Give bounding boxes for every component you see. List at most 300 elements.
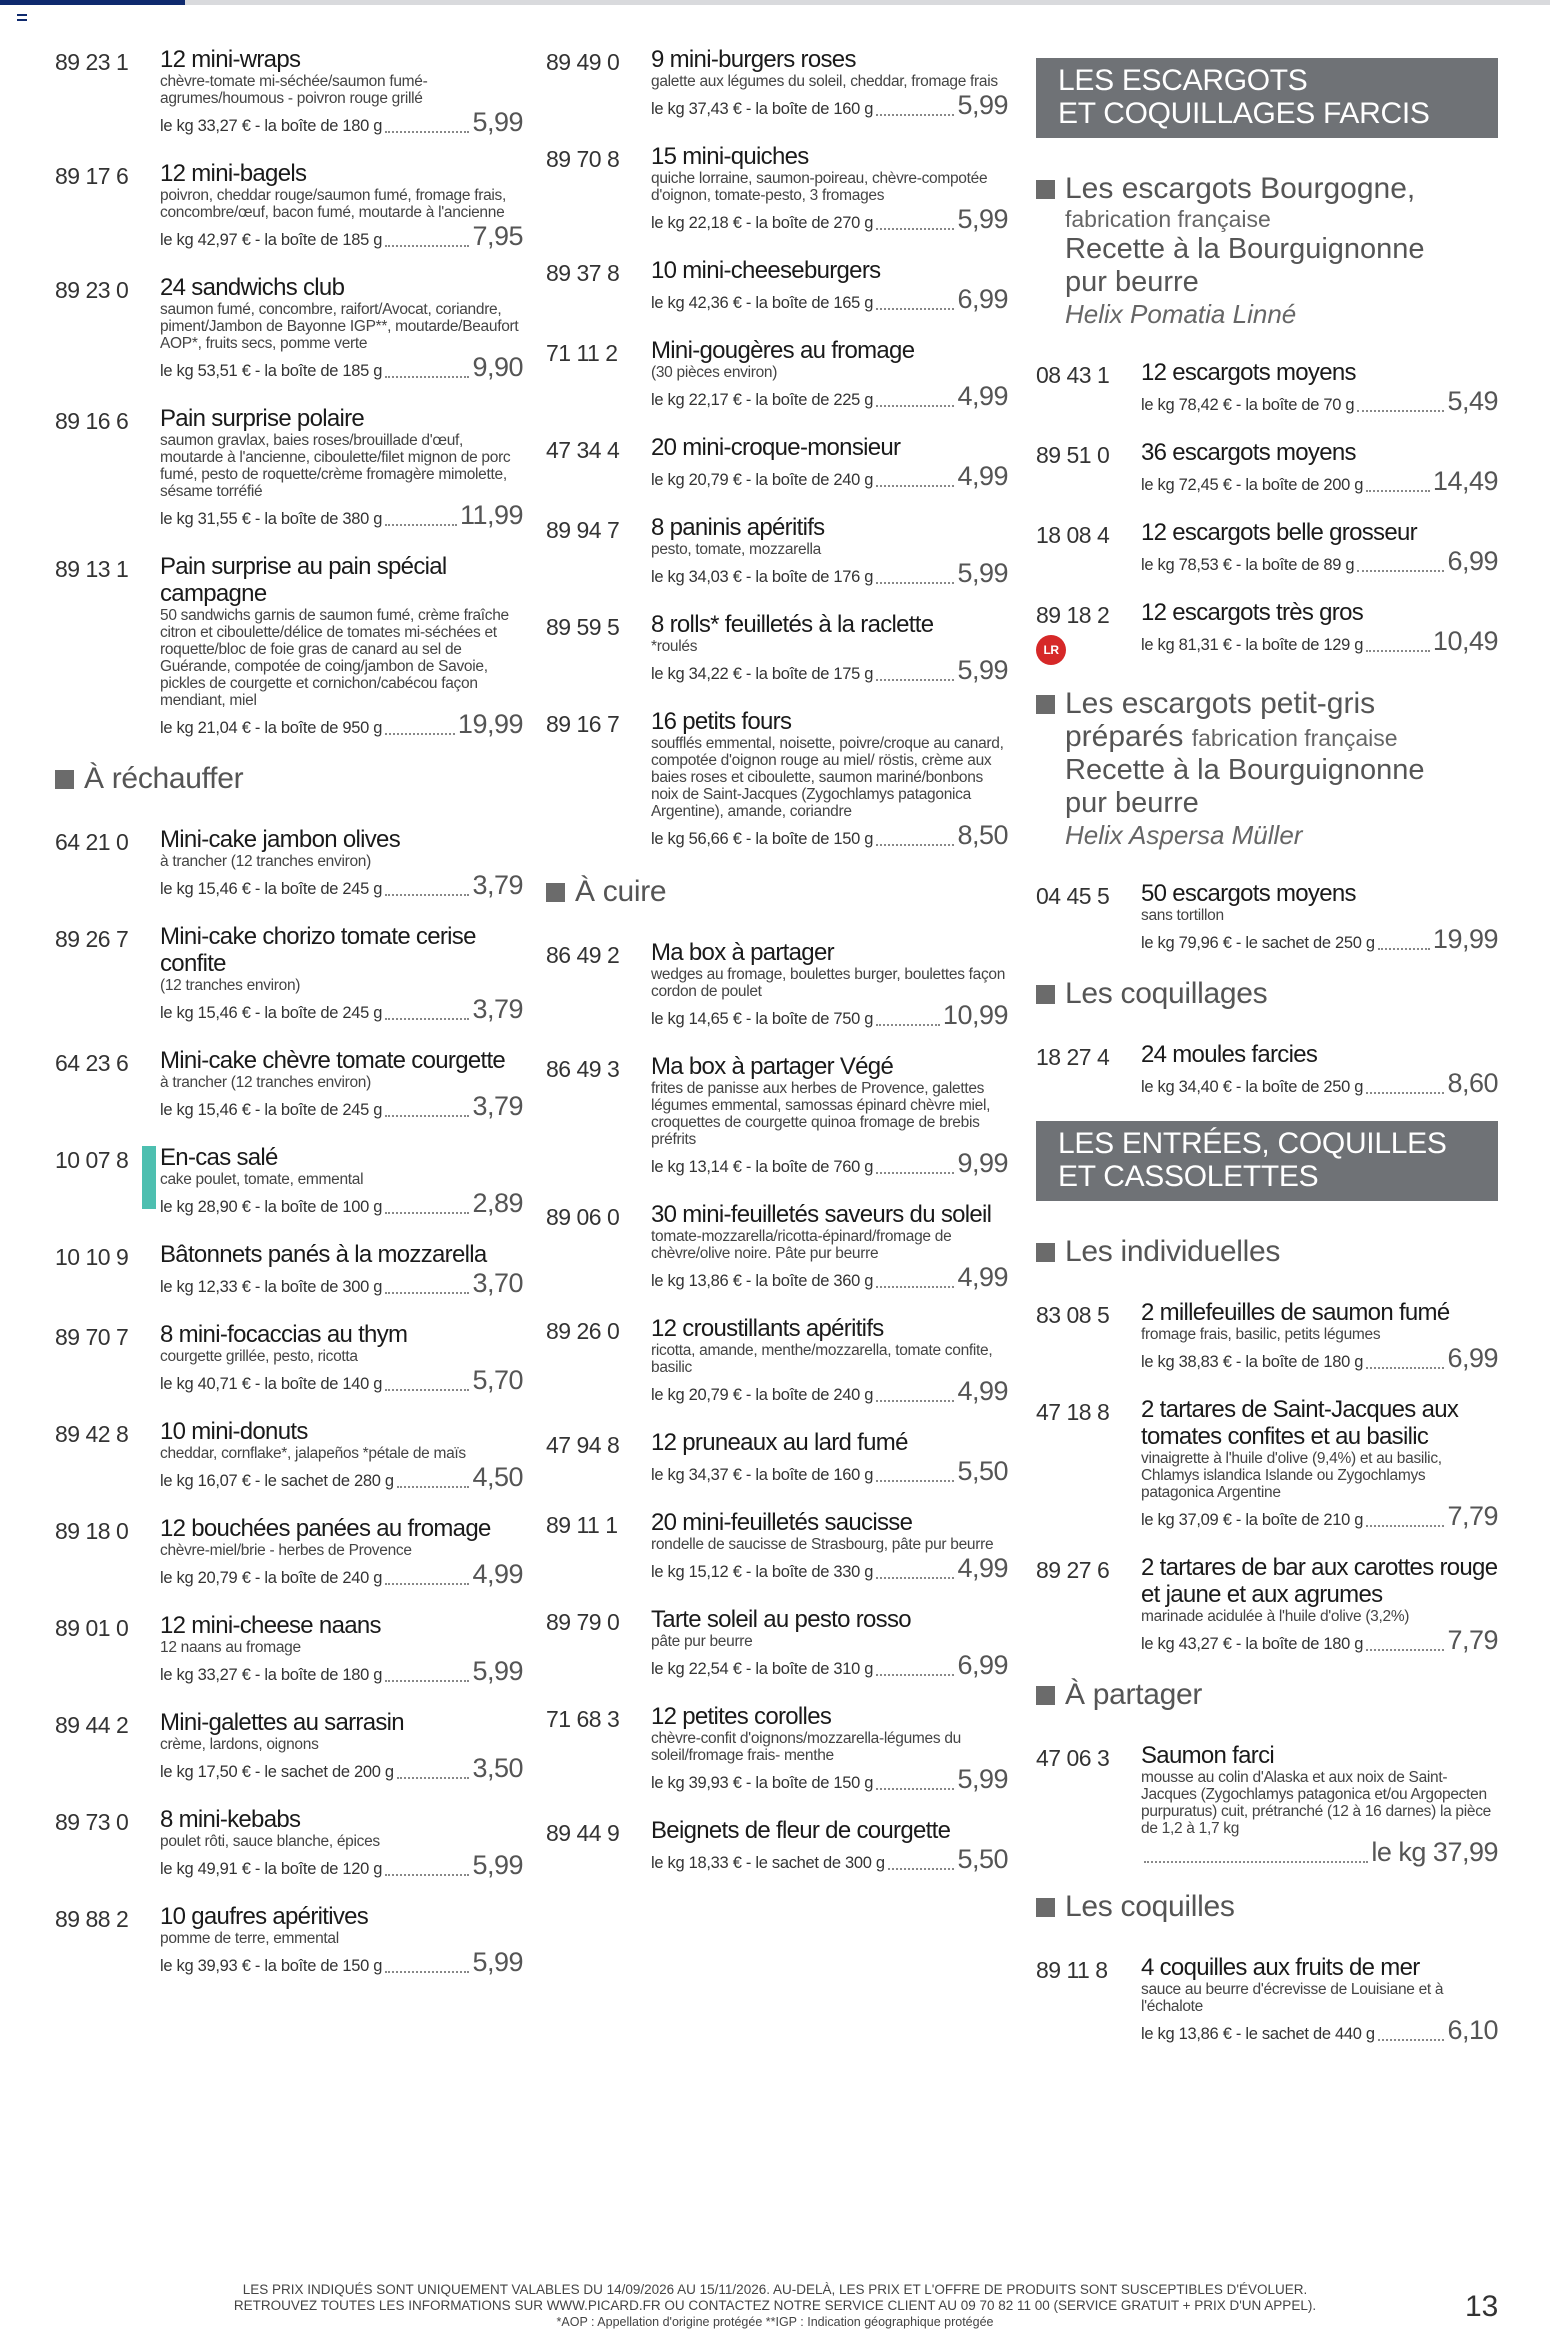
section-square-icon	[1036, 1898, 1055, 1917]
product-item	[546, 434, 1008, 492]
dot-leader	[1378, 2038, 1445, 2041]
product-body	[160, 1418, 523, 1493]
product-price: 3,50	[472, 1753, 523, 1783]
product-unit-price: le kg 16,07 € - le sachet de 280 g	[160, 1472, 394, 1490]
page-number: 13	[1465, 2290, 1499, 2323]
product-item	[55, 1806, 523, 1881]
dot-leader	[385, 1873, 469, 1876]
product-price: 19,99	[457, 709, 523, 739]
product-body	[1141, 1554, 1498, 1656]
product-description: poivron, cheddar rouge/saumon fumé, fromage frais, concombre/œuf, bacon fumé, moutarde à l'ancienne	[160, 187, 506, 221]
product-body	[160, 553, 523, 740]
product-item	[546, 1509, 1008, 1584]
product-price-line	[651, 1844, 1008, 1875]
product-item	[546, 611, 1008, 686]
product-body	[160, 1709, 523, 1784]
product-name: 12 escargots moyens	[1141, 359, 1356, 386]
product-price-line	[1141, 1068, 1498, 1099]
section-square-icon	[1036, 1243, 1055, 1262]
product-description: soufflés emmental, noisette, poivre/croque au canard, compotée d'oignon rouge au miel/ röstis, crème aux baies roses et ciboulette, saumon mariné/bonbons noix de Saint-Jacques (Zygochlamys patagonica Argentine), amande, coriandre	[651, 735, 1004, 820]
product-code: 89 17 6	[55, 163, 129, 189]
product-description: mousse au colin d'Alaska et aux noix de Saint-Jacques (Zygochlamys patagonica et/ou Argopecten purpuratus) cuit, prétranché (12 à 16 darnes) la pièce de 1,2 à 1,7 kg	[1141, 1769, 1491, 1837]
banner-line: LES ENTRÉES, COQUILLES	[1058, 1127, 1447, 1160]
product-name: Saumon farci	[1141, 1742, 1274, 1769]
product-unit-price: le kg 39,93 € - la boîte de 150 g	[160, 1957, 383, 1975]
product-list-coquilles	[1036, 1954, 1498, 2046]
product-name: En-cas salé	[160, 1144, 278, 1171]
product-price: 3,79	[472, 870, 523, 900]
product-code: 89 26 7	[55, 926, 129, 952]
product-price: 9,90	[472, 352, 523, 382]
product-code: 89 23 0	[55, 277, 129, 303]
product-price: 4,99	[957, 1553, 1008, 1583]
product-body	[1141, 1742, 1498, 1868]
subsection-origin: fabrication française	[1191, 725, 1398, 751]
product-name: Mini-cake jambon olives	[160, 826, 401, 853]
section-square-icon	[546, 883, 565, 902]
product-name: 8 paninis apéritifs	[651, 514, 825, 541]
product-description: wedges au fromage, boulettes burger, boulettes façon cordon de poulet	[651, 966, 1006, 1000]
product-name: Mini-galettes au sarrasin	[160, 1709, 404, 1736]
section-title: À partager	[1065, 1678, 1203, 1711]
product-unit-price: le kg 72,45 € - la boîte de 200 g	[1141, 476, 1364, 494]
product-price: 8,60	[1447, 1068, 1498, 1098]
product-price: 6,10	[1447, 2015, 1498, 2045]
product-item	[1036, 1396, 1498, 1532]
top-bar-accent	[0, 0, 185, 5]
dot-leader	[1357, 409, 1444, 412]
product-name: 12 escargots très gros	[1141, 599, 1364, 626]
section-coquillages	[1036, 977, 1498, 1011]
product-code: 89 11 8	[1036, 1957, 1108, 1983]
product-description: ricotta, amande, menthe/mozzarella, tomate confite, basilic	[651, 1342, 993, 1376]
product-body	[651, 939, 1008, 1031]
product-name: 12 croustillants apéritifs	[651, 1315, 884, 1342]
product-unit-price: le kg 42,36 € - la boîte de 165 g	[651, 294, 874, 312]
product-price: 6,99	[957, 284, 1008, 314]
product-item	[55, 1903, 523, 1978]
product-price: 5,70	[472, 1365, 523, 1395]
section-a-partager	[1036, 1678, 1498, 1712]
product-item	[55, 274, 523, 383]
product-unit-price: le kg 39,93 € - la boîte de 150 g	[651, 1774, 874, 1792]
product-unit-price: le kg 33,27 € - la boîte de 180 g	[160, 117, 383, 135]
dot-leader	[876, 1285, 954, 1288]
product-price: 4,99	[957, 1262, 1008, 1292]
product-description: *roulés	[651, 638, 698, 655]
product-code: 89 79 0	[546, 1609, 620, 1635]
product-price: 9,99	[957, 1148, 1008, 1178]
product-price-line	[1141, 546, 1498, 577]
product-item	[546, 257, 1008, 315]
product-code: 89 18 2	[1036, 602, 1110, 628]
product-unit-price: le kg 22,17 € - la boîte de 225 g	[651, 391, 874, 409]
product-code: 89 18 0	[55, 1518, 129, 1544]
product-description: saumon gravlax, baies roses/brouillade d'œuf, moutarde à l'ancienne, ciboulette/filet mignon de porc fumé, pesto de roquette/crème fromagère mimolette, sésame torréfié	[160, 432, 511, 500]
product-code: 89 16 6	[55, 408, 129, 434]
subsection-escargots-bourgogne	[1036, 172, 1498, 329]
product-price-line	[160, 1850, 523, 1881]
product-code: 89 01 0	[55, 1615, 129, 1641]
product-price-line	[160, 221, 523, 252]
product-description: chèvre-tomate mi-séchée/saumon fumé-agrumes/houmous - poivron rouge grillé	[160, 73, 428, 107]
product-code: 18 27 4	[1036, 1044, 1110, 1070]
product-unit-price: le kg 28,90 € - la boîte de 100 g	[160, 1198, 383, 1216]
product-price-line	[160, 1188, 523, 1219]
product-price-line	[651, 1262, 1008, 1293]
product-name: 12 petites corolles	[651, 1703, 832, 1730]
product-code: 89 44 2	[55, 1712, 129, 1738]
product-body	[160, 160, 523, 252]
dot-leader	[876, 484, 954, 487]
product-item	[55, 1709, 523, 1784]
product-price-line	[1141, 2015, 1498, 2046]
column-1	[55, 46, 523, 2000]
product-unit-price: le kg 53,51 € - la boîte de 185 g	[160, 362, 383, 380]
product-name: 8 rolls* feuilletés à la raclette	[651, 611, 934, 638]
dot-leader	[876, 1576, 954, 1579]
product-item	[546, 1201, 1008, 1293]
dot-leader	[385, 375, 469, 378]
product-item	[546, 939, 1008, 1031]
product-unit-price: le kg 56,66 € - la boîte de 150 g	[651, 830, 874, 848]
product-price: 5,99	[472, 1656, 523, 1686]
product-code-wrap	[1036, 599, 1141, 665]
dot-leader	[876, 843, 954, 846]
product-price-line	[1141, 1343, 1498, 1374]
product-list-partager	[1036, 1742, 1498, 1868]
product-name: 20 mini-croque-monsieur	[651, 434, 901, 461]
product-price-line	[1141, 1625, 1498, 1656]
dot-leader	[876, 113, 954, 116]
product-price: 6,99	[1447, 1343, 1498, 1373]
product-code: 64 21 0	[55, 829, 129, 855]
section-square-icon	[1036, 1686, 1055, 1705]
product-description: à trancher (12 tranches environ)	[160, 853, 371, 870]
subsection-recipe: pur beurre	[1065, 266, 1199, 298]
product-list-1	[55, 46, 523, 740]
product-code: 47 06 3	[1036, 1745, 1110, 1771]
product-price: 3,79	[472, 994, 523, 1024]
menu-icon[interactable]	[17, 14, 27, 21]
footer-line: RETROUVEZ TOUTES LES INFORMATIONS SUR WWW.PICARD.FR OU CONTACTEZ NOTRE SERVICE CLIENT AU 09 70 82 11 00 (SERVICE GRATUIT + PRIX D'UN APPEL).	[233, 2298, 1317, 2313]
product-body	[160, 274, 523, 383]
product-price-line	[1141, 1501, 1498, 1532]
product-unit-price: le kg 21,04 € - la boîte de 950 g	[160, 719, 383, 737]
product-item	[55, 553, 523, 740]
section-coquilles	[1036, 1890, 1498, 1924]
section-a-cuire	[546, 875, 1008, 909]
product-item	[1036, 519, 1498, 577]
product-price: 7,95	[472, 221, 523, 251]
product-unit-price: le kg 37,43 € - la boîte de 160 g	[651, 100, 874, 118]
product-item	[546, 46, 1008, 121]
product-item	[55, 1321, 523, 1396]
product-price-line	[651, 90, 1008, 121]
section-square-icon	[1036, 695, 1055, 714]
subsection-escargots-petit-gris	[1036, 687, 1498, 850]
product-name: Pain surprise polaire	[160, 405, 365, 432]
product-unit-price: le kg 17,50 € - le sachet de 200 g	[160, 1763, 394, 1781]
product-price: 3,79	[472, 1091, 523, 1121]
product-description: saumon fumé, concombre, raifort/Avocat, coriandre, piment/Jambon de Bayonne IGP**, moutarde/Beaufort AOP*, fruits secs, pomme verte	[160, 301, 519, 352]
dot-leader	[397, 1485, 470, 1488]
product-price: 5,99	[472, 107, 523, 137]
dot-leader	[876, 227, 954, 230]
product-price: 3,70	[472, 1268, 523, 1298]
product-code: 89 23 1	[55, 49, 129, 75]
product-price: 5,99	[957, 90, 1008, 120]
dot-leader	[1378, 947, 1430, 950]
product-description: vinaigrette à l'huile d'olive (9,4%) et au basilic, Chlamys islandica Islande ou Zygochlamys patagonica Argentine	[1141, 1450, 1442, 1501]
section-individuelles	[1036, 1235, 1498, 1269]
product-name: Ma box à partager Végé	[651, 1053, 894, 1080]
product-body	[651, 337, 1008, 412]
subsection-title: Les escargots Bourgogne,	[1065, 172, 1416, 205]
product-price-line	[651, 1764, 1008, 1795]
product-item	[546, 1315, 1008, 1407]
section-a-rechauffer	[55, 762, 523, 796]
product-price: 6,99	[1447, 546, 1498, 576]
product-item	[546, 1606, 1008, 1681]
product-price-line	[651, 1456, 1008, 1487]
product-price-line	[160, 870, 523, 901]
footer-legend: *AOP : Appellation d'origine protégée **IGP : Indication géographique protégée	[556, 2315, 994, 2329]
product-description: rondelle de saucisse de Strasbourg, pâte pur beurre	[651, 1536, 994, 1553]
product-description: (12 tranches environ)	[160, 977, 301, 994]
product-body	[1141, 519, 1498, 577]
product-body	[651, 1703, 1008, 1795]
section-title: À réchauffer	[84, 762, 244, 795]
product-price: 8,50	[957, 820, 1008, 850]
product-name: 16 petits fours	[651, 708, 792, 735]
product-price: 11,99	[459, 500, 523, 530]
dot-leader	[385, 1679, 469, 1682]
product-unit-price: le kg 15,46 € - la boîte de 245 g	[160, 1101, 383, 1119]
product-item	[55, 1418, 523, 1493]
product-price: 5,99	[957, 1764, 1008, 1794]
product-name: 10 gaufres apéritives	[160, 1903, 369, 1930]
product-body	[160, 1903, 523, 1978]
product-price: 5,99	[957, 655, 1008, 685]
product-price: 5,50	[957, 1844, 1008, 1874]
dot-leader	[385, 1291, 469, 1294]
product-item	[1036, 1954, 1498, 2046]
product-price: 6,99	[957, 1650, 1008, 1680]
product-body	[160, 1047, 523, 1122]
highlight-bar	[142, 1146, 156, 1209]
product-code: 18 08 4	[1036, 522, 1110, 548]
section-title: Les coquilles	[1065, 1890, 1235, 1923]
product-price-line	[651, 1000, 1008, 1031]
product-code: 89 13 1	[55, 556, 129, 582]
product-unit-price: le kg 40,71 € - la boîte de 140 g	[160, 1375, 383, 1393]
product-code: 89 73 0	[55, 1809, 129, 1835]
dot-leader	[888, 1867, 955, 1870]
product-price-line	[160, 709, 523, 740]
product-item	[55, 1047, 523, 1122]
product-price: 5,99	[957, 558, 1008, 588]
product-code: 89 44 9	[546, 1820, 620, 1846]
top-bar	[0, 0, 1550, 5]
product-price: 5,50	[957, 1456, 1008, 1486]
product-body	[651, 1606, 1008, 1681]
product-description: pesto, tomate, mozzarella	[651, 541, 821, 558]
product-description: frites de panisse aux herbes de Provence, galettes légumes emmental, samossas épinard chèvre miel, croquettes de courgette quinoa fromage de brebis préfrits	[651, 1080, 991, 1148]
product-unit-price: le kg 31,55 € - la boîte de 380 g	[160, 510, 383, 528]
product-unit-price: le kg 43,27 € - la boîte de 180 g	[1141, 1635, 1364, 1653]
product-body	[651, 46, 1008, 121]
product-description: chèvre-confit d'oignons/mozzarella-légumes du soleil/fromage frais- menthe	[651, 1730, 961, 1764]
dot-leader	[876, 404, 954, 407]
product-description: cheddar, cornflake*, jalapeños *pétale de maïs	[160, 1445, 466, 1462]
product-description: 50 sandwichs garnis de saumon fumé, crème fraîche citron et ciboulette/délice de tomates mi-séchées et roquette/bloc de foie gras de canard au sel de Guérande, compotée de coing/jambon de Savoie, pickles de courgette et cornichon/cabécou façon mendiant, miel	[160, 607, 509, 709]
dot-leader	[1366, 649, 1430, 652]
product-code: 64 23 6	[55, 1050, 129, 1076]
column-2	[546, 46, 1008, 1897]
product-body	[160, 46, 523, 138]
product-item	[1036, 1299, 1498, 1374]
product-item	[546, 1817, 1008, 1875]
product-unit-price: le kg 13,14 € - la boîte de 760 g	[651, 1158, 874, 1176]
product-unit-price: le kg 78,42 € - la boîte de 70 g	[1141, 396, 1355, 414]
dot-leader	[385, 1388, 469, 1391]
product-code: 89 59 5	[546, 614, 620, 640]
product-description: marinade acidulée à l'huile d'olive (3,2%)	[1141, 1608, 1410, 1625]
product-price-line	[1141, 466, 1498, 497]
product-body	[1141, 439, 1498, 497]
dot-leader	[876, 1787, 954, 1790]
dot-leader	[876, 1171, 954, 1174]
product-body	[651, 1817, 1008, 1875]
dot-leader	[876, 1399, 954, 1402]
product-price-line	[651, 1650, 1008, 1681]
product-body	[160, 1144, 523, 1219]
product-item	[546, 337, 1008, 412]
product-item	[1036, 1742, 1498, 1868]
product-name: 12 pruneaux au lard fumé	[651, 1429, 908, 1456]
dot-leader	[876, 1673, 954, 1676]
subsection-title-2: préparés	[1065, 720, 1184, 753]
product-code: 71 11 2	[546, 340, 618, 366]
product-description: crème, lardons, oignons	[160, 1736, 319, 1753]
product-body	[1141, 1396, 1498, 1532]
dot-leader	[876, 307, 954, 310]
product-body	[160, 405, 523, 531]
product-name: Mini-cake chorizo tomate cerise confite	[160, 923, 476, 977]
product-code: 89 06 0	[546, 1204, 620, 1230]
product-name: Bâtonnets panés à la mozzarella	[160, 1241, 487, 1268]
product-item	[55, 923, 523, 1025]
product-name: 9 mini-burgers roses	[651, 46, 856, 73]
product-price-line	[160, 1947, 523, 1978]
product-price-line	[651, 284, 1008, 315]
product-item	[1036, 359, 1498, 417]
product-price-line	[651, 461, 1008, 492]
product-price-line	[651, 1148, 1008, 1179]
product-item	[1036, 439, 1498, 497]
dot-leader	[385, 893, 469, 896]
product-item	[55, 160, 523, 252]
product-price-line	[160, 1656, 523, 1687]
banner-escargots	[1036, 58, 1498, 138]
product-code: 89 37 8	[546, 260, 620, 286]
product-description: 12 naans au fromage	[160, 1639, 301, 1656]
product-price-line	[160, 500, 523, 531]
product-name: 12 mini-cheese naans	[160, 1612, 381, 1639]
product-code: 86 49 3	[546, 1056, 620, 1082]
product-price: 2,89	[472, 1188, 523, 1218]
product-price-line	[160, 1753, 523, 1784]
product-price: 5,99	[472, 1947, 523, 1977]
dot-leader	[385, 1211, 469, 1214]
product-name: 8 mini-focaccias au thym	[160, 1321, 408, 1348]
product-body	[651, 1429, 1008, 1487]
product-price: 19,99	[1432, 924, 1498, 954]
subsection-title: Les escargots petit-gris	[1065, 687, 1376, 720]
product-description: chèvre-miel/brie - herbes de Provence	[160, 1542, 412, 1559]
product-price: 14,49	[1432, 466, 1498, 496]
product-price: 4,99	[957, 381, 1008, 411]
product-price-line	[160, 994, 523, 1025]
product-description: galette aux légumes du soleil, cheddar, fromage frais	[651, 73, 998, 90]
dot-leader	[1366, 1648, 1444, 1651]
product-list-escargots	[1036, 359, 1498, 665]
product-list-petit-gris	[1036, 880, 1498, 955]
product-name: Ma box à partager	[651, 939, 834, 966]
product-code: 47 34 4	[546, 437, 620, 463]
subsection-latin-name: Helix Pomatia Linné	[1065, 299, 1297, 329]
product-item	[1036, 1554, 1498, 1656]
product-name: Mini-cake chèvre tomate courgette	[160, 1047, 506, 1074]
product-code: 71 68 3	[546, 1706, 620, 1732]
product-description: tomate-mozzarella/ricotta-épinard/fromage de chèvre/olive noire. Pâte pur beurre	[651, 1228, 952, 1262]
product-price: 5,99	[472, 1850, 523, 1880]
product-price: le kg 37,99	[1371, 1837, 1498, 1867]
product-body	[1141, 599, 1498, 665]
label-rouge-badge-icon: LR	[1036, 635, 1066, 665]
dot-leader	[385, 1114, 469, 1117]
product-body	[651, 514, 1008, 589]
product-list-coquillages	[1036, 1041, 1498, 1099]
product-price: 5,49	[1447, 386, 1498, 416]
product-body	[651, 143, 1008, 235]
product-description: sans tortillon	[1141, 907, 1224, 924]
product-name: Beignets de fleur de courgette	[651, 1817, 951, 1844]
product-description: (30 pièces environ)	[651, 364, 778, 381]
product-unit-price: le kg 15,12 € - la boîte de 330 g	[651, 1563, 874, 1581]
product-price-line	[160, 1462, 523, 1493]
product-body	[1141, 880, 1498, 955]
product-list-2	[546, 939, 1008, 1875]
section-title: À cuire	[575, 875, 667, 908]
product-code: 89 26 0	[546, 1318, 620, 1344]
product-unit-price: le kg 20,79 € - la boîte de 240 g	[160, 1569, 383, 1587]
product-code: 89 42 8	[55, 1421, 129, 1447]
product-price: 5,99	[957, 204, 1008, 234]
product-item	[546, 143, 1008, 235]
dot-leader	[1366, 1366, 1444, 1369]
product-unit-price: le kg 33,27 € - la boîte de 180 g	[160, 1666, 383, 1684]
product-unit-price: le kg 13,86 € - le sachet de 440 g	[1141, 2025, 1375, 2043]
banner-line: ET CASSOLETTES	[1058, 1160, 1319, 1193]
product-name: 12 bouchées panées au fromage	[160, 1515, 491, 1542]
product-list-individuelles	[1036, 1299, 1498, 1656]
product-code: 86 49 2	[546, 942, 620, 968]
product-price: 4,50	[472, 1462, 523, 1492]
product-name: 24 moules farcies	[1141, 1041, 1318, 1068]
product-item	[55, 1612, 523, 1687]
